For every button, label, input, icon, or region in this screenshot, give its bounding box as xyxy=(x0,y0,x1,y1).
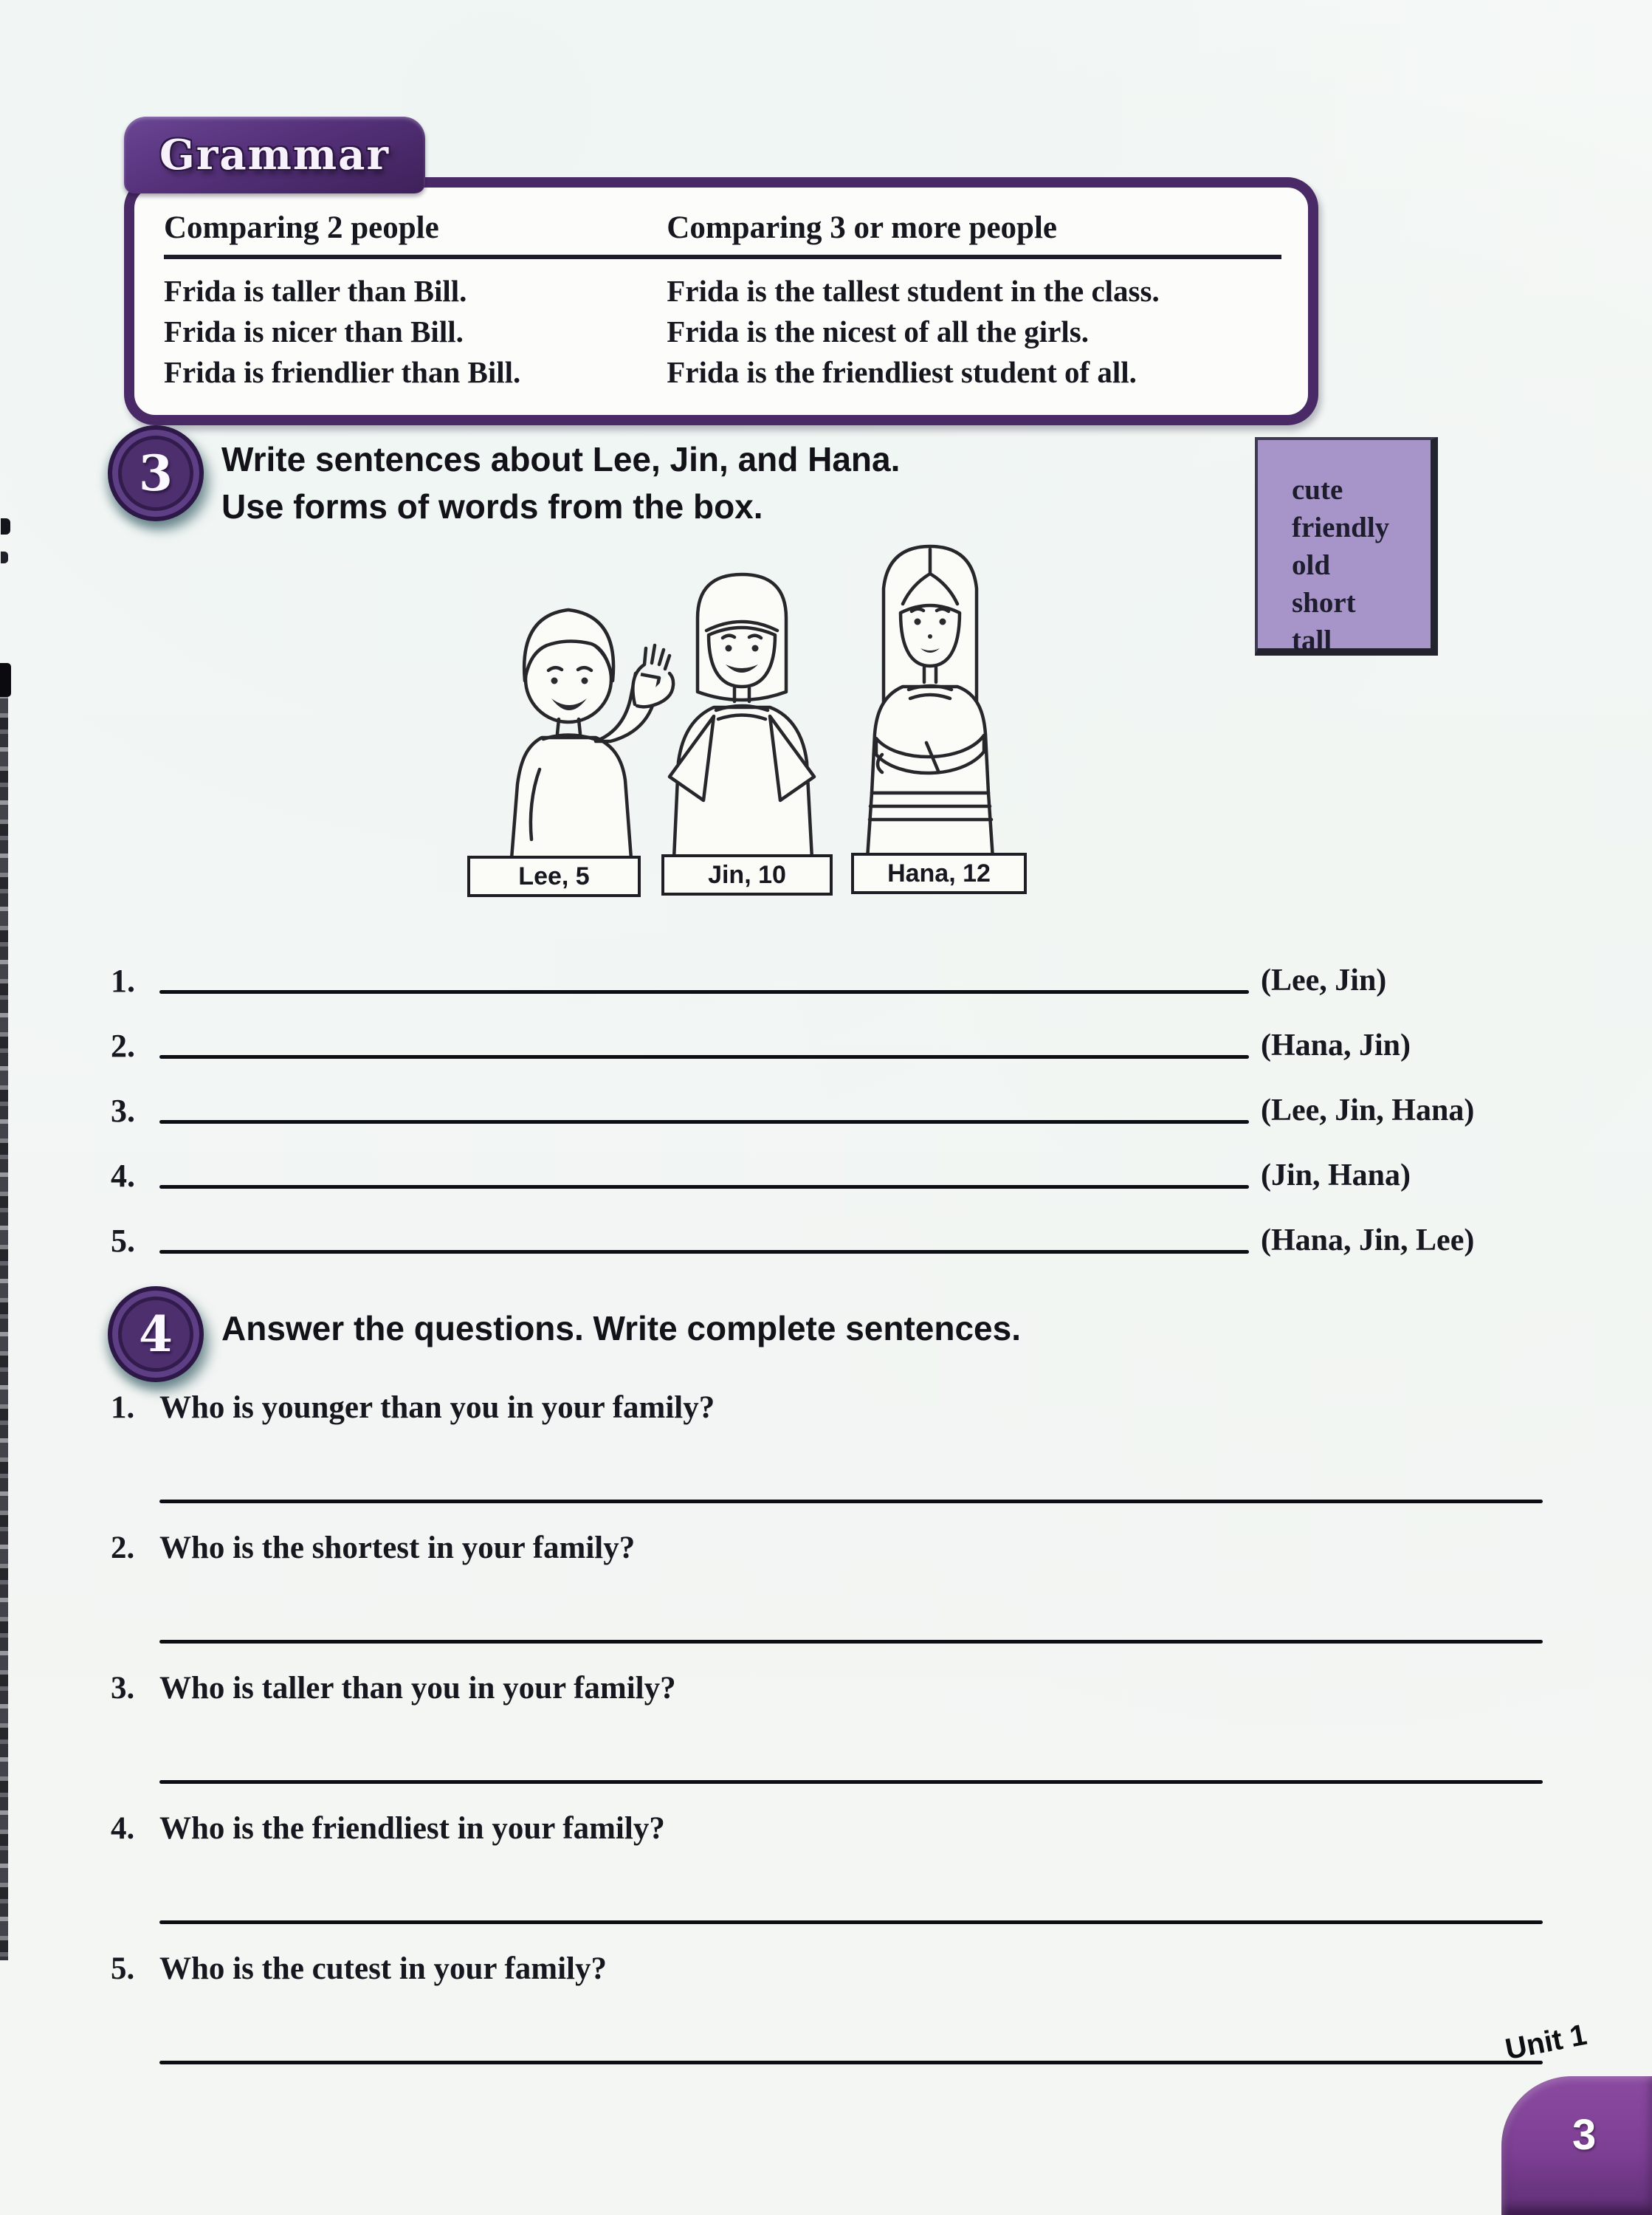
exercise-4-badge xyxy=(108,1286,204,1382)
answer-line-2[interactable] xyxy=(159,1055,1249,1059)
example-sentence: Frida is the nicest of all the girls. xyxy=(667,315,1089,348)
exercise-3-badge xyxy=(108,425,204,521)
question-1-number: 1. xyxy=(111,1390,135,1425)
word-box-word: short xyxy=(1292,587,1356,619)
example-sentence: Frida is nicer than Bill. xyxy=(164,315,464,348)
answer-row-2-hint: (Hana, Jin) xyxy=(1261,1028,1411,1062)
answer-row-4-hint: (Jin, Hana) xyxy=(1261,1158,1411,1192)
question-block-1 xyxy=(111,1390,1546,1503)
question-4 xyxy=(111,1810,1546,1847)
exercise-3-number: 3 xyxy=(139,444,173,502)
name-plate-lee xyxy=(467,856,641,897)
grammar-header-comparing-3: Comparing 3 or more people xyxy=(667,210,1057,245)
exercise-3-instruction-line-1: Write sentences about Lee, Jin, and Hana. xyxy=(221,440,901,478)
question-5-answer-line[interactable] xyxy=(159,2061,1543,2064)
answer-row-5-number: 5. xyxy=(111,1223,135,1259)
question-4-number: 4. xyxy=(111,1811,135,1846)
person-lee-figure xyxy=(512,610,673,859)
answer-row-5-hint: (Hana, Jin, Lee) xyxy=(1261,1223,1475,1257)
answer-row-3-hint: (Lee, Jin, Hana) xyxy=(1261,1093,1475,1127)
grammar-tab xyxy=(124,117,425,193)
answer-row-5 xyxy=(111,1199,1550,1264)
grammar-examples-comparative xyxy=(164,271,667,393)
example-sentence: Frida is the friendliest student of all. xyxy=(667,355,1137,389)
answer-row-4-number: 4. xyxy=(111,1158,135,1194)
person-jin-figure xyxy=(670,574,814,859)
answer-line-5[interactable] xyxy=(159,1250,1249,1254)
person-hana-figure xyxy=(867,546,993,859)
question-3-text: Who is taller than you in your family? xyxy=(159,1671,676,1706)
question-block-4 xyxy=(111,1810,1546,1924)
question-5 xyxy=(111,1951,1546,1987)
answer-line-4[interactable] xyxy=(159,1185,1249,1189)
question-3-answer-line[interactable] xyxy=(159,1780,1543,1784)
answer-row-4 xyxy=(111,1134,1550,1199)
question-2-number: 2. xyxy=(111,1531,135,1565)
word-box xyxy=(1255,437,1438,656)
exercise-4-questions xyxy=(111,1390,1546,2091)
grammar-header-comparing-2: Comparing 2 people xyxy=(164,210,439,245)
answer-line-1[interactable] xyxy=(159,990,1249,994)
answer-row-2-number: 2. xyxy=(111,1028,135,1064)
scan-speck xyxy=(1,518,10,535)
scan-binding-artifact-cap xyxy=(0,663,11,697)
question-5-text: Who is the cutest in your family? xyxy=(159,1951,607,1986)
unit-label: Unit 1 xyxy=(1502,2018,1590,2067)
question-5-number: 5. xyxy=(111,1951,135,1986)
answer-row-3 xyxy=(111,1069,1550,1134)
page-number-badge xyxy=(1501,2076,1652,2215)
example-sentence: Frida is the tallest student in the class. xyxy=(667,274,1160,308)
exercise-4-instructions: Answer the questions. Write complete sentences. xyxy=(221,1309,1021,1347)
word-box-word: old xyxy=(1292,549,1331,581)
word-box-word: cute xyxy=(1292,474,1343,506)
grammar-headers-row xyxy=(164,210,1281,259)
answer-row-3-number: 3. xyxy=(111,1093,135,1129)
exercise-3-answer-rows xyxy=(111,939,1550,1264)
question-block-2 xyxy=(111,1530,1546,1644)
scan-binding-artifact xyxy=(0,664,8,1960)
children-illustration xyxy=(410,533,1078,859)
question-4-text: Who is the friendliest in your family? xyxy=(159,1811,665,1846)
answer-row-2 xyxy=(111,1004,1550,1069)
word-box-word: friendly xyxy=(1292,512,1390,543)
example-sentence: Frida is taller than Bill. xyxy=(164,274,467,308)
grammar-title: Grammar xyxy=(159,131,390,179)
grammar-examples-superlative xyxy=(667,271,1281,393)
answer-line-3[interactable] xyxy=(159,1120,1249,1124)
exercise-4-number: 4 xyxy=(139,1305,173,1363)
word-box-word: tall xyxy=(1292,625,1332,656)
name-plate-jin xyxy=(661,854,833,896)
scan-speck xyxy=(1,552,8,563)
name-plate-lee-label: Lee, 5 xyxy=(518,862,590,890)
exercise-3-instructions xyxy=(221,436,1211,530)
answer-row-1 xyxy=(111,939,1550,1004)
question-1-answer-line[interactable] xyxy=(159,1500,1543,1503)
question-3 xyxy=(111,1670,1546,1706)
example-sentence: Frida is friendlier than Bill. xyxy=(164,355,521,389)
question-1 xyxy=(111,1390,1546,1426)
question-4-answer-line[interactable] xyxy=(159,1920,1543,1924)
name-plate-hana-label: Hana, 12 xyxy=(887,859,991,887)
question-3-number: 3. xyxy=(111,1671,135,1706)
name-plate-hana xyxy=(851,853,1027,894)
answer-row-1-number: 1. xyxy=(111,963,135,999)
grammar-box xyxy=(124,177,1318,425)
page-number: 3 xyxy=(1572,2111,1597,2159)
exercise-3-instruction-line-2: Use forms of words from the box. xyxy=(221,487,763,526)
question-2 xyxy=(111,1530,1546,1566)
question-1-text: Who is younger than you in your family? xyxy=(159,1390,715,1425)
question-block-3 xyxy=(111,1670,1546,1784)
name-plate-jin-label: Jin, 10 xyxy=(708,860,786,889)
question-2-text: Who is the shortest in your family? xyxy=(159,1531,636,1565)
grammar-examples xyxy=(164,271,1281,393)
question-2-answer-line[interactable] xyxy=(159,1640,1543,1644)
answer-row-1-hint: (Lee, Jin) xyxy=(1261,964,1387,997)
question-block-5 xyxy=(111,1951,1546,2064)
